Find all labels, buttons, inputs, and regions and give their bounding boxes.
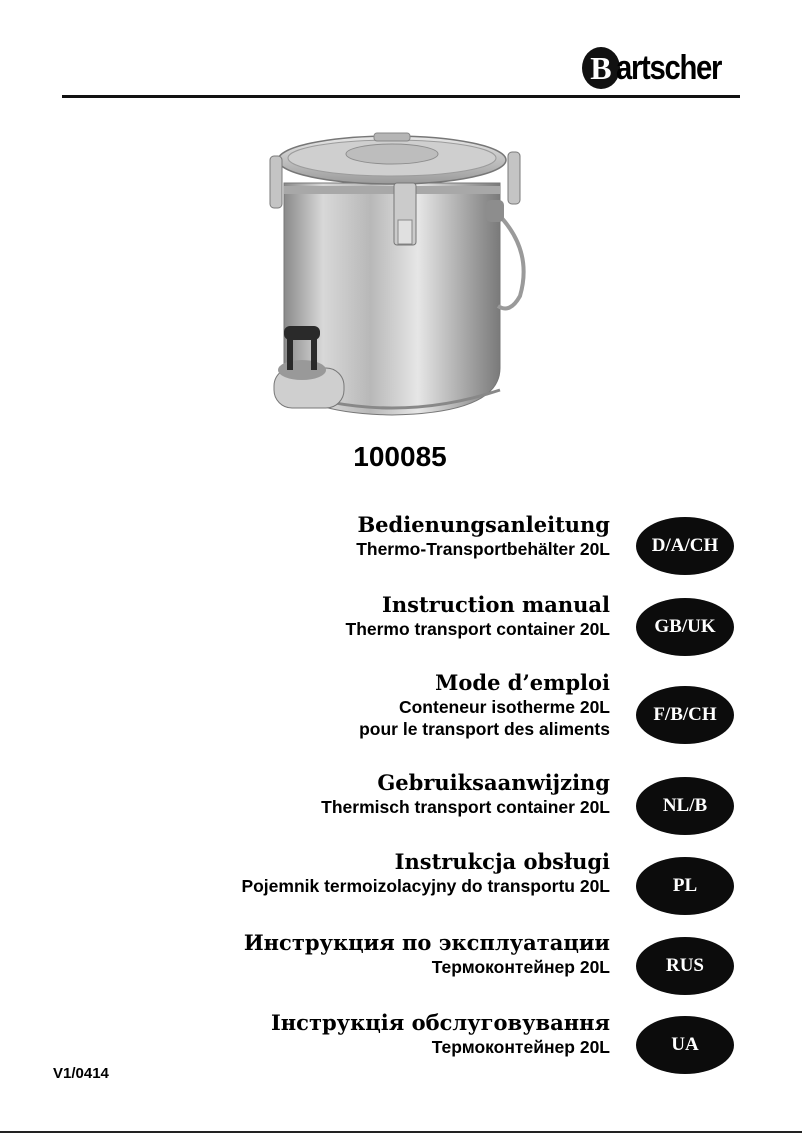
section-subtitle: Термоконтейнер 20L — [431, 957, 610, 977]
section-ru — [244, 930, 610, 978]
language-badge-fr: F/B/CH — [636, 686, 734, 744]
section-title: Instrukcja obsługi — [394, 849, 610, 874]
language-badge-gb: GB/UK — [636, 598, 734, 656]
section-subtitle: Термоконтейнер 20L — [431, 1037, 610, 1057]
language-badge-ru: RUS — [636, 937, 734, 995]
section-gb — [346, 592, 611, 640]
language-badge-pl: PL — [636, 857, 734, 915]
section-subtitle: Thermo transport container 20L — [345, 619, 610, 639]
section-subtitle-line2: pour le transport des aliments — [359, 719, 610, 739]
section-title: Інструкція обслуговування — [270, 1010, 610, 1035]
section-title: Instruction manual — [382, 592, 610, 617]
section-nl — [321, 770, 610, 818]
product-image — [262, 128, 542, 418]
header-rule — [62, 95, 740, 98]
section-pl — [241, 849, 610, 897]
brand-logo — [582, 46, 738, 90]
version-label: V1/0414 — [53, 1065, 109, 1082]
section-title: Bedienungsanleitung — [357, 512, 610, 537]
section-de — [356, 512, 610, 560]
section-title: Mode d’emploi — [435, 670, 610, 695]
section-subtitle: Thermisch transport container 20L — [321, 797, 610, 817]
language-badge-nl: NL/B — [636, 777, 734, 835]
logo-text: artscher — [615, 48, 721, 87]
section-title: Gebruiksaanwijzing — [377, 770, 610, 795]
section-subtitle: Conteneur isotherme 20L — [398, 697, 610, 717]
section-subtitle: Thermo-Transportbehälter 20L — [356, 539, 610, 559]
section-title: Инструкция по эксплуатации — [243, 930, 610, 955]
section-subtitle: Pojemnik termoizolacyjny do transportu 20L — [241, 876, 610, 896]
language-badge-ua: UA — [636, 1016, 734, 1074]
model-number: 100085 — [353, 441, 447, 472]
logo-letter: B — [582, 47, 620, 89]
language-badge-de: D/A/CH — [636, 517, 734, 575]
section-ua — [271, 1010, 610, 1058]
footer-rule — [0, 1131, 802, 1133]
section-fr — [359, 670, 610, 740]
